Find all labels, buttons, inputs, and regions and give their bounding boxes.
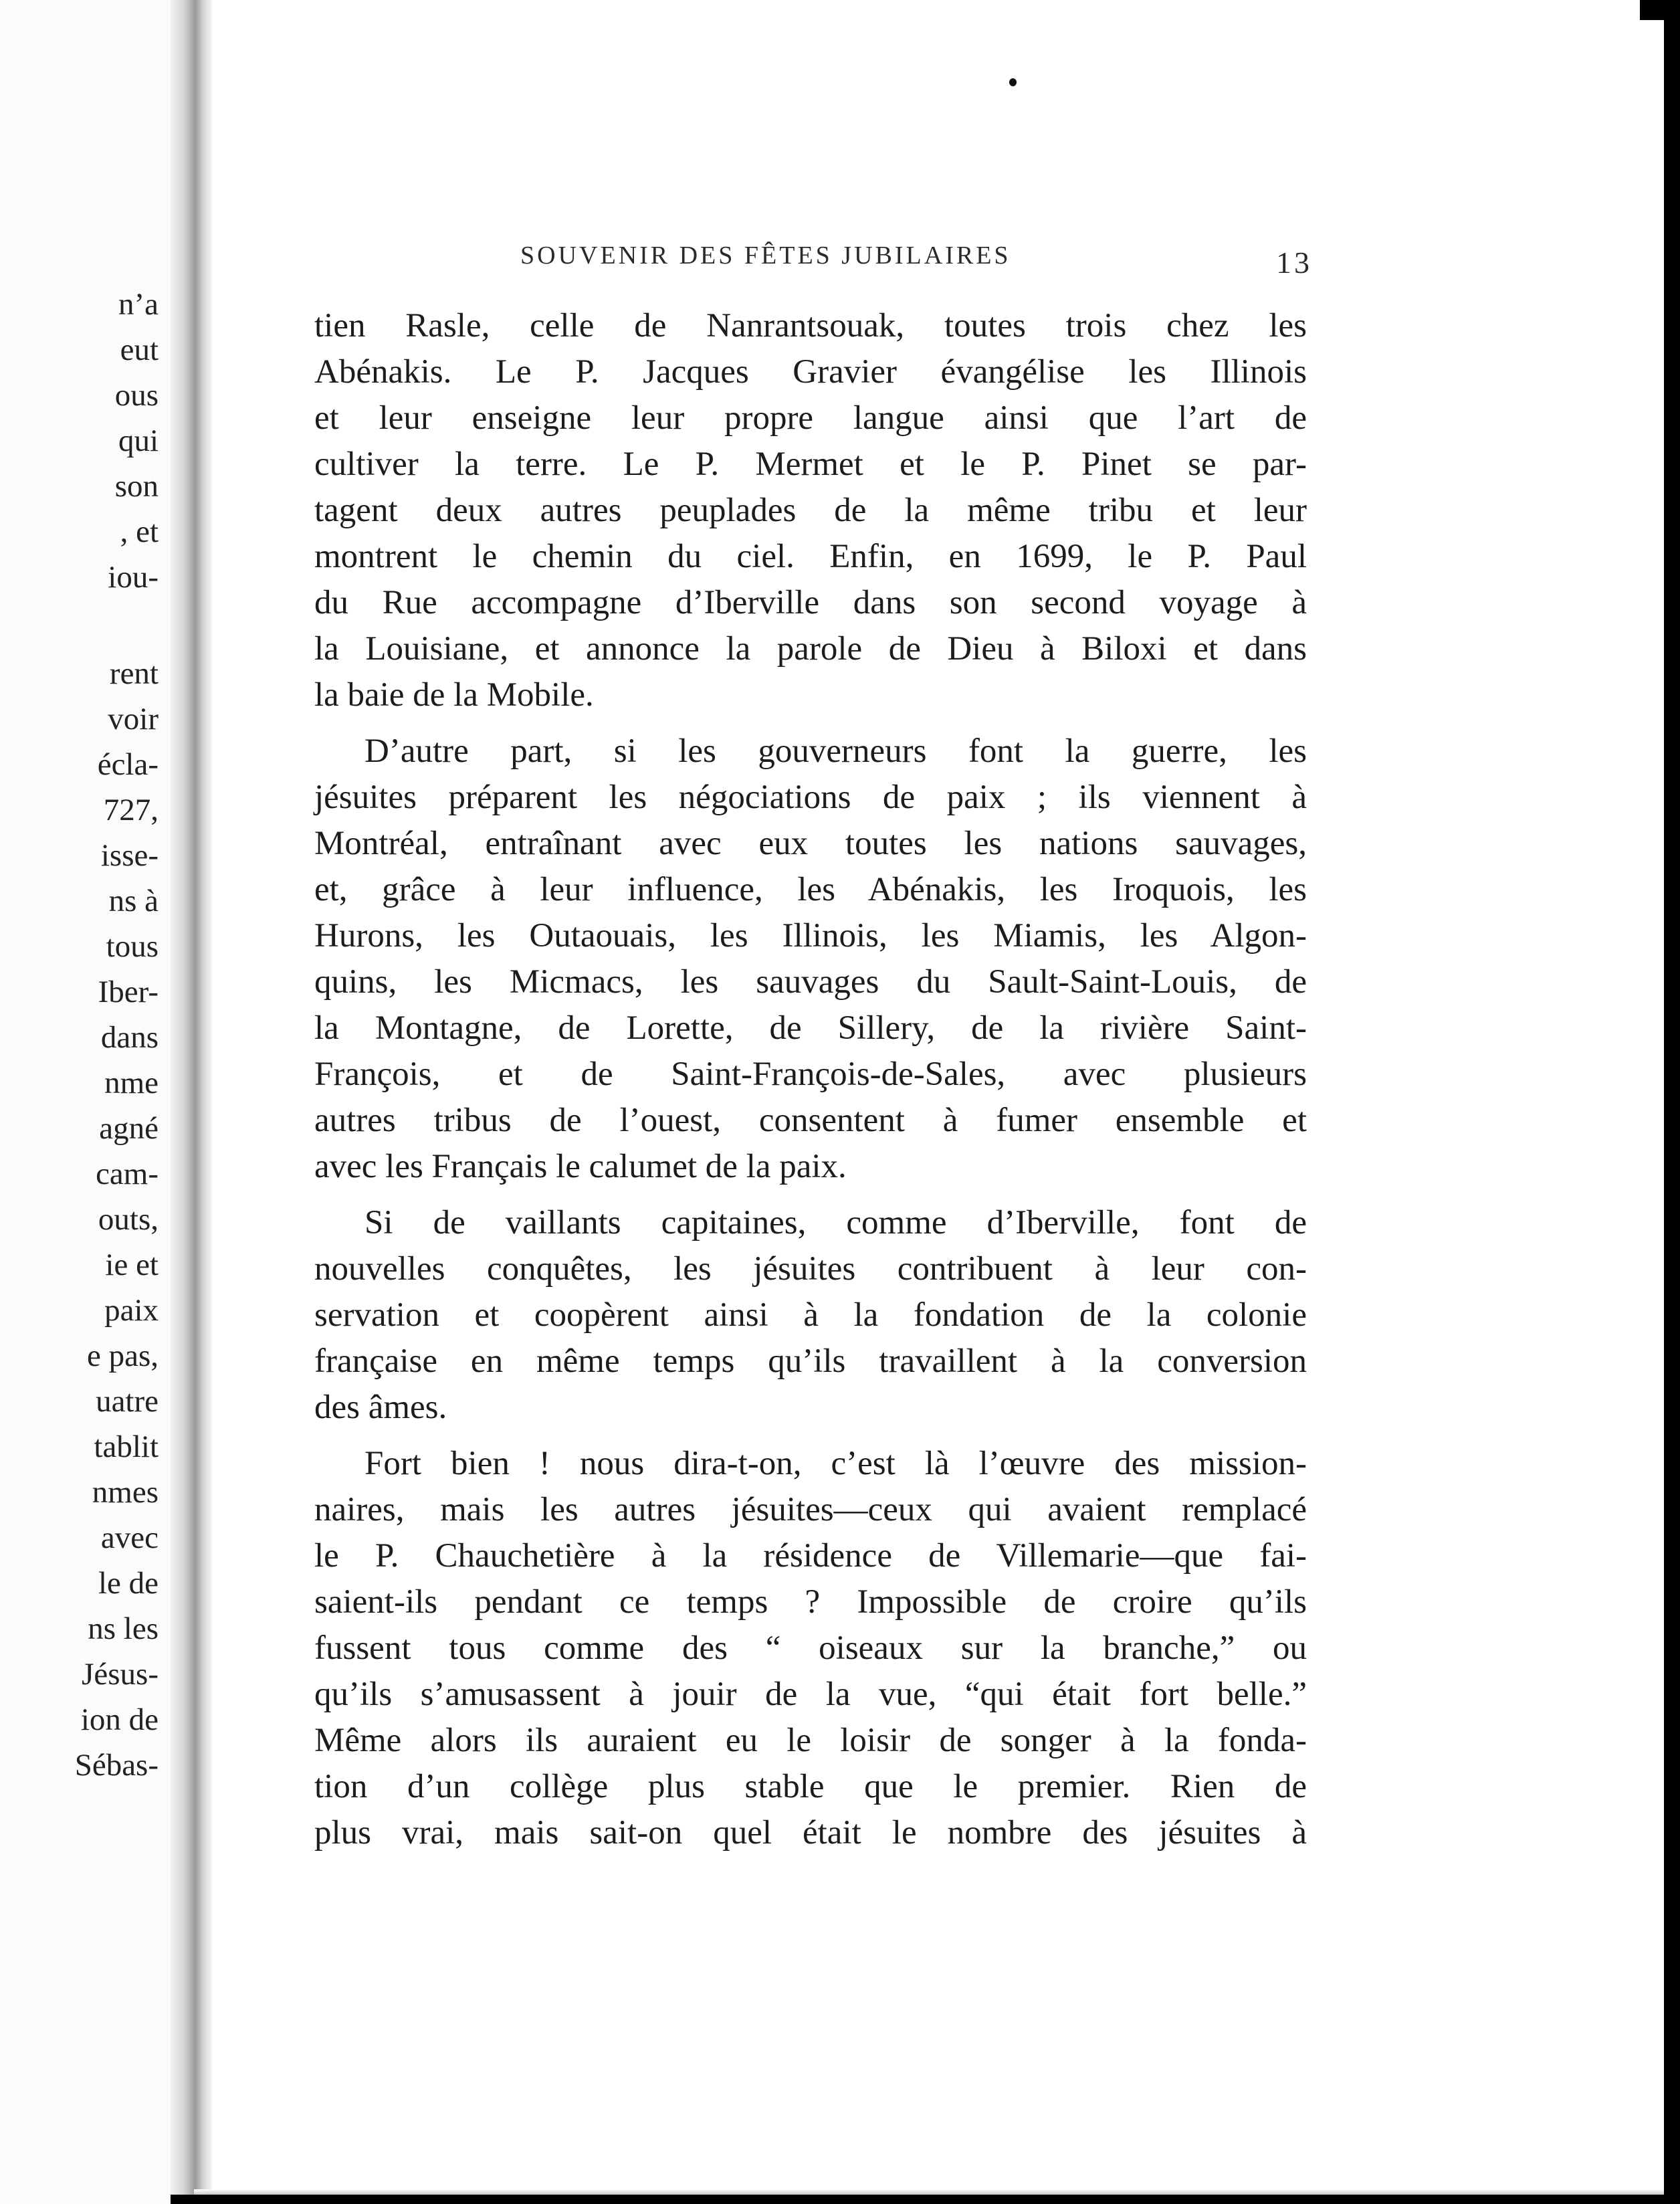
left-page-line: ie et (105, 1247, 159, 1282)
left-page-line: nmes (92, 1475, 159, 1510)
left-page-line: eut (120, 332, 159, 367)
left-page-line: iou- (108, 560, 159, 595)
left-page-line: 727, (103, 793, 159, 827)
body-line: Fort bien ! nous dira-t-on, c’est là l’œuvre des mission- (364, 1445, 1307, 1482)
book-gutter-shadow (171, 0, 212, 2204)
body-line: naires, mais les autres jésuites—ceux qui avaient remplacé (314, 1491, 1307, 1528)
left-page-line: Sébas- (74, 1748, 159, 1783)
left-page-line: n’a (118, 287, 159, 322)
left-page-fragment (0, 0, 171, 2204)
left-page-line: uatre (96, 1384, 159, 1419)
left-page-line: tous (106, 929, 159, 964)
body-line: du Rue accompagne d’Iberville dans son second voyage à (314, 584, 1307, 621)
body-line: François, et de Saint-François-de-Sales, avec plusieurs (314, 1056, 1307, 1093)
body-line: jésuites préparent les négociations de paix ; ils viennent à (314, 779, 1307, 816)
body-line: D’autre part, si les gouverneurs font la guerre, les (364, 732, 1307, 770)
scan-border-right (1664, 0, 1680, 2204)
left-page-line: e pas, (86, 1338, 159, 1373)
page-bottom-shadow (194, 2189, 1665, 2195)
left-page-line: Iber- (98, 975, 159, 1009)
body-line: fussent tous comme des “ oiseaux sur la branche,” ou (314, 1629, 1307, 1667)
page-number: 13 (1276, 245, 1312, 280)
body-line: Montréal, entraînant avec eux toutes les nations sauvages, (314, 825, 1307, 862)
body-line: et, grâce à leur influence, les Abénakis, les Iroquois, les (314, 871, 1307, 908)
body-line: la Montagne, de Lorette, de Sillery, de la rivière Saint- (314, 1009, 1307, 1047)
body-line: et leur enseigne leur propre langue ainsi que l’art de (314, 399, 1307, 437)
left-page-line: nme (104, 1066, 159, 1100)
body-line: la baie de la Mobile. (314, 676, 594, 714)
body-line: française en même temps qu’ils travaillent à la conversion (314, 1342, 1307, 1380)
body-line: montrent le chemin du ciel. Enfin, en 1699, le P. Paul (314, 538, 1307, 575)
body-line: tagent deux autres peuplades de la même tribu et leur (314, 492, 1307, 529)
body-line: quins, les Micmacs, les sauvages du Sault-Saint-Louis, de (314, 963, 1307, 1001)
body-line: la Louisiane, et annonce la parole de Dieu à Biloxi et dans (314, 630, 1307, 668)
left-page-line: écla- (97, 747, 159, 782)
left-page-line: Jésus- (82, 1657, 159, 1692)
body-line: servation et coopèrent ainsi à la fondation de la colonie (314, 1296, 1307, 1334)
body-line: Hurons, les Outaouais, les Illinois, les Miamis, les Algon- (314, 917, 1307, 955)
left-page-line: ion de (80, 1702, 159, 1737)
left-page-line: ns les (88, 1611, 159, 1646)
left-page-line: cam- (96, 1157, 159, 1191)
running-title: SOUVENIR DES FÊTES JUBILAIRES (520, 241, 1011, 270)
left-page-line: voir (108, 702, 159, 736)
body-line: tion d’un collège plus stable que le premier. Rien de (314, 1768, 1307, 1805)
scan-border-bottom (171, 2195, 1680, 2204)
body-line: Si de vaillants capitaines, comme d’Iberville, font de (364, 1204, 1307, 1241)
left-page-line: dans (100, 1020, 159, 1055)
body-line: autres tribus de l’ouest, consentent à fumer ensemble et (314, 1102, 1307, 1139)
left-page-line: qui (118, 423, 159, 458)
body-line: plus vrai, mais sait-on quel était le nombre des jésuites à (314, 1814, 1307, 1851)
left-page-line: ous (114, 378, 159, 413)
body-line: qu’ils s’amusassent à jouir de la vue, “qui était fort belle.” (314, 1676, 1307, 1713)
left-page-line: , et (120, 514, 159, 549)
body-line: saient-ils pendant ce temps ? Impossible de croire qu’ils (314, 1583, 1307, 1621)
body-line: cultiver la terre. Le P. Mermet et le P. Pinet se par- (314, 445, 1307, 483)
left-page-line: son (114, 469, 159, 504)
left-page-line: isse- (100, 838, 159, 873)
left-page-line: rent (109, 656, 159, 691)
print-speck (1009, 78, 1017, 86)
body-line: Abénakis. Le P. Jacques Gravier évangélise les Illinois (314, 353, 1307, 391)
scan-border-corner (1640, 0, 1680, 20)
left-page-line: ns à (108, 884, 159, 918)
body-line: le P. Chauchetière à la résidence de Villemarie—que fai- (314, 1537, 1307, 1575)
left-page-line: avec (100, 1520, 159, 1555)
body-line: nouvelles conquêtes, les jésuites contribuent à leur con- (314, 1250, 1307, 1288)
body-line: tien Rasle, celle de Nanrantsouak, toutes trois chez les (314, 307, 1307, 344)
body-line: des âmes. (314, 1389, 447, 1426)
left-page-line: paix (104, 1293, 159, 1328)
left-page-line: le de (98, 1566, 159, 1601)
left-page-line: tablit (94, 1429, 159, 1464)
left-page-line: agné (99, 1111, 159, 1146)
left-page-line: outs, (98, 1202, 159, 1237)
body-line: avec les Français le calumet de la paix. (314, 1148, 847, 1185)
body-line: Même alors ils auraient eu le loisir de songer à la fonda- (314, 1722, 1307, 1759)
